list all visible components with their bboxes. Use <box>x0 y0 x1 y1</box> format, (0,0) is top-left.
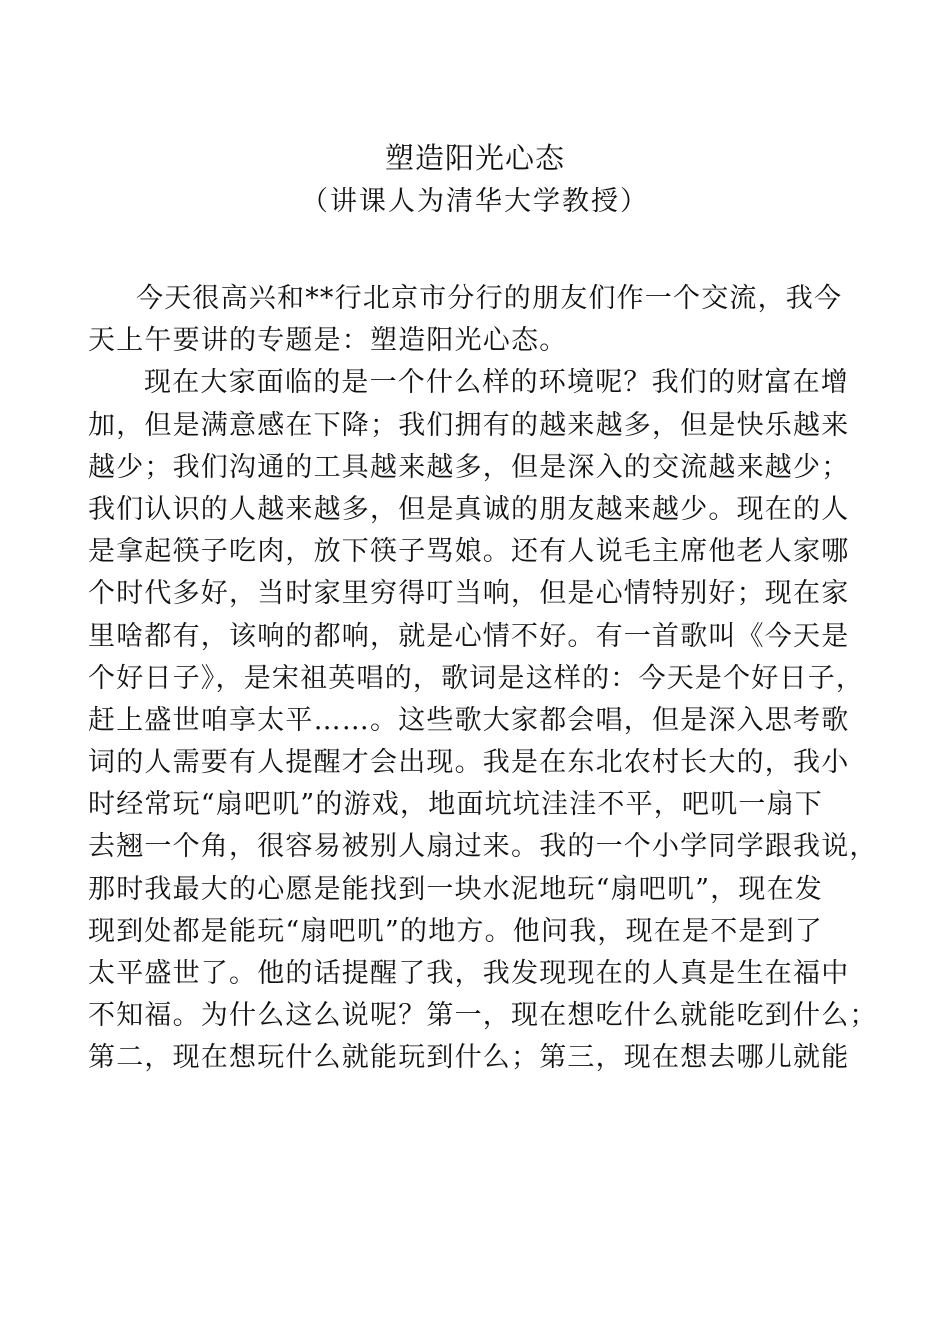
paragraph-intro <box>88 278 878 362</box>
paragraph-line: 是拿起筷子吃肉，放下筷子骂娘。还有人说毛主席他老人家哪 <box>88 536 850 568</box>
paragraph-line: 天上午要讲的专题是：塑造阳光心态。 <box>88 325 568 357</box>
paragraph-environment <box>88 362 878 1079</box>
paragraph-line: 现到处都是能玩“扇吧叽”的地方。他问我，现在是不是到了 <box>88 915 824 947</box>
paragraph-line: 第二，现在想玩什么就能玩到什么；第三，现在想去哪儿就能 <box>88 1042 850 1074</box>
paragraph-line: 不知福。为什么这么说呢？第一，现在想吃什么就能吃到什么； <box>88 1000 878 1032</box>
paragraph-line: 里啥都有，该响的都响，就是心情不好。有一首歌叫《今天是 <box>88 620 850 652</box>
document-title: 塑造阳光心态 <box>384 141 565 175</box>
paragraph-line: 时经常玩“扇吧叽”的游戏，地面坑坑洼洼不平，吧叽一扇下 <box>88 789 824 821</box>
paragraph-line: 现在大家面临的是一个什么样的环境呢？我们的财富在增 <box>144 367 849 399</box>
paragraph-line: 越少；我们沟通的工具越来越多，但是深入的交流越来越少； <box>88 451 850 483</box>
paragraph-line: 个好日子》，是宋祖英唱的，歌词是这样的：今天是个好日子， <box>88 662 865 694</box>
paragraph-line: 个时代多好，当时家里穷得叮当响，但是心情特别好；现在家 <box>88 578 850 610</box>
paragraph-line: 词的人需要有人提醒才会出现。我是在东北农村长大的，我小 <box>88 747 850 779</box>
document-body <box>88 278 878 1080</box>
paragraph-line: 赶上盛世咱享太平……。这些歌大家都会唱，但是深入思考歌 <box>88 704 850 736</box>
paragraph-line: 去翘一个角，很容易被别人扇过来。我的一个小学同学跟我说， <box>88 831 878 863</box>
paragraph-line: 我们认识的人越来越多，但是真诚的朋友越来越少。现在的人 <box>88 493 850 525</box>
paragraph-line: 那时我最大的心愿是能找到一块水泥地玩“扇吧叽”，现在发 <box>88 873 824 905</box>
paragraph-line: 今天很高兴和**行北京市分行的朋友们作一个交流，我今 <box>136 283 843 314</box>
document-subtitle: （讲课人为清华大学教授） <box>301 186 649 217</box>
paragraph-line: 太平盛世了。他的话提醒了我，我发现现在的人真是生在福中 <box>88 958 850 989</box>
paragraph-line: 加，但是满意感在下降；我们拥有的越来越多，但是快乐越来 <box>88 409 850 441</box>
